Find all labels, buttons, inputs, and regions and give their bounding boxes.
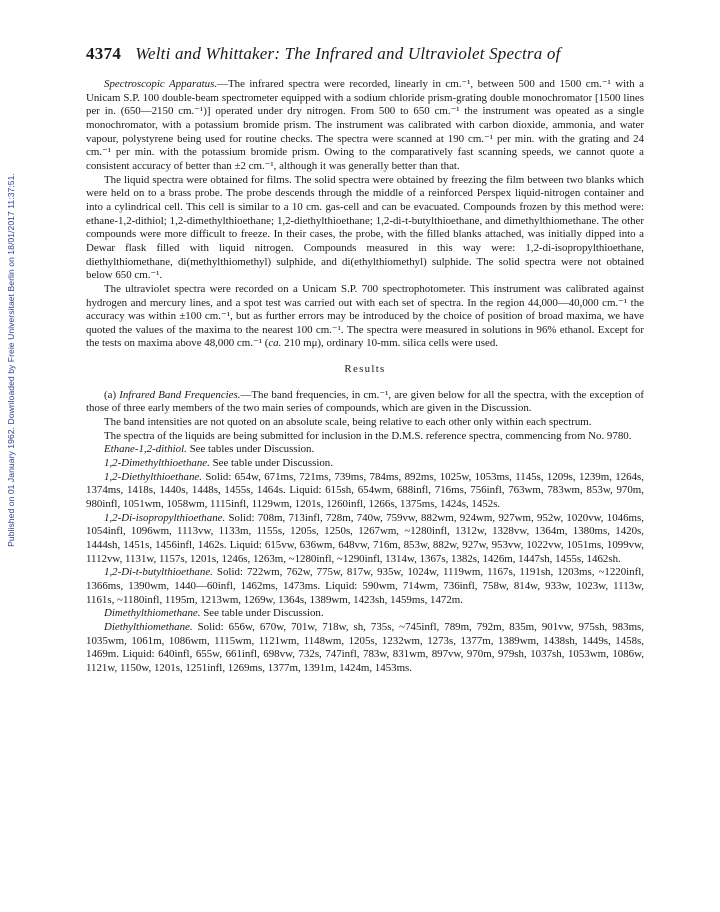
results-intro-label: (a) bbox=[104, 388, 120, 401]
compound-name: Dimethylthiomethane. bbox=[104, 607, 201, 620]
compound-name: 1,2-Di-isopropylthioethane. bbox=[104, 511, 226, 524]
uv-circa: ca. bbox=[268, 337, 282, 350]
compound-entry bbox=[86, 512, 644, 567]
apparatus-heading: Spectroscopic Apparatus. bbox=[104, 78, 218, 90]
compound-name: 1,2-Diethylthioethane. bbox=[104, 470, 202, 483]
compound-entry bbox=[104, 607, 644, 621]
compound-name: 1,2-Dimethylthioethane. bbox=[104, 457, 210, 470]
compound-entry bbox=[104, 457, 644, 471]
results-heading: Results bbox=[344, 363, 386, 376]
uv-text-b: 210 mμ), ordinary 10-mm. silica cells were used. bbox=[281, 337, 498, 350]
compound-entry bbox=[86, 566, 644, 607]
compound-data: See table under Discussion. bbox=[209, 457, 333, 470]
compound-data: Solid: 654w, 671ms, 721ms, 739ms, 784ms, 892ms, 1025w, 1053ms, 1145s, 1209s, 1239m, 1264s, 1374ms, 1418s, 1440s, 1448s, 1455s, 1464s. Liquid: 615sh, 654wm, 688infl, 716ms, 756infl, 763wm, 783wm, 853w, 970m, 980infl, 1051wm, 1058wm, 1115infl, 1129wm, 1201s, 1260infl, 1266s, 1375ms, 1424s, 1452s. bbox=[86, 470, 644, 511]
compound-name: Ethane-1,2-dithiol. bbox=[104, 443, 187, 456]
ultraviolet-paragraph bbox=[86, 283, 644, 351]
page-header bbox=[86, 44, 646, 64]
publication-sidebar-note bbox=[4, 150, 18, 570]
apparatus-paragraph bbox=[86, 78, 644, 174]
page-number: 4374 bbox=[86, 44, 122, 63]
publication-note-text: Published on 01 January 1962. Downloaded by Freie Universitaet Berlin on 18/01/2017 11:37:51. bbox=[6, 173, 17, 547]
compound-entry bbox=[86, 621, 644, 676]
sample-method-paragraph: The liquid spectra were obtained for films. The solid spectra were obtained by freezing the film between two blanks which were held on to a brass probe. The probe descends through the middle of a reinforced Perspex liquid-nitrogen container and into a cylindrical cell. This cell is similar to a 10 cm. gas-cell and can be evacuated. Compounds frozen by this method were: ethane-1,2-dithiol; 1,2-dimethylthioethane; 1,2-diethylthioethane; 1,2-di-t-butylthioethane, and dimethylthiomethane. The other compounds were more difficult to freeze. In their cases, the probe, with the filled blanks attached, was initially dipped into a Dewar flask filled with liquid nitrogen. Compounds measured in this way were: 1,2-di-isopropylthioethane, diethylthiomethane, di(methylthiomethyl) sulphide, and di(ethylthiomethyl) sulphide. The solid spectra were not obtained below 650 cm.⁻¹. bbox=[86, 173, 644, 282]
results-intro-heading: Infrared Band Frequencies. bbox=[119, 388, 241, 401]
compound-entry bbox=[104, 443, 644, 457]
uv-text-a: The ultraviolet spectra were recorded on a Unicam S.P. 700 spectrophotometer. This instrument was calibrated against hydrogen and mercury lines, and a spot test was carried out with each set of spectra. In the region 44,000—40,000 cm.⁻¹ the accuracy was within ±100 cm.⁻¹, but as further errors may be introduced by the choice of position of broad maxima, we have quoted the values of the maxima to the nearest 100 cm.⁻¹. The spectra were measured in solutions in 96% ethanol. Except for the tests on maxima above 48,000 cm.⁻¹ ( bbox=[86, 282, 644, 350]
compound-name: Diethylthiomethane. bbox=[104, 620, 193, 633]
compound-data: See tables under Discussion. bbox=[186, 443, 315, 456]
compound-data: See table under Discussion. bbox=[200, 607, 324, 620]
apparatus-text: —The infrared spectra were recorded, linearly in cm.⁻¹, between 500 and 1500 cm.⁻¹ with a Unicam S.P. 100 double-beam spectrometer equipped with a sodium chloride prism-grating double monochromator [1500 lines per in. (650—2150 cm.⁻¹)] operated under dry nitrogen. From 500 to 650 cm.⁻¹ the instrument was opeated as a single monochromator, with a potassium bromide prism. The instrument was calibrated with carbon dioxide, ammonia, and water vapour, polystyrene being used for routine checks. The spectra were scanned at 190 cm.⁻¹ per min. with the grating and 24 cm.⁻¹ per min. with the potassium bromide prism. Owing to the comparatively fast scanning speeds, we cannot quote a consistent accuracy of better than ±2 cm.⁻¹, although it was generally better than that. bbox=[86, 78, 644, 172]
article-body bbox=[86, 78, 644, 676]
compound-data: Solid: 708m, 713infl, 728m, 740w, 759vw, 882wm, 924wm, 927wm, 952w, 1020vw, 1046ms, 1054infl, 1096wm, 1113vw, 1133m, 1155s, 1205s, 1250s, 1267wm, ~1280infl, 1312w, 1328vw, 1364m, 1380ms, 1420s, 1444sh, 1451s, 1456infl, 1462s. Liquid: 615vw, 636wm, 648vw, 716m, 853w, 882w, 927w, 953vw, 1022vw, 1051ms, 1099vw, 1112vw, 1131w, 1157s, 1201s, 1246s, 1263m, ~1280infl, ~1290infl, 1314w, 1367s, 1382s, 1426m, 1447sh, 1455s, 1462sh. bbox=[86, 511, 644, 565]
compound-name: 1,2-Di-t-butylthioethane. bbox=[104, 566, 213, 579]
compound-data: Solid: 656w, 670w, 701w, 718w, sh, 735s, ~745infl, 789m, 792m, 835m, 901vw, 975sh, 983ms, 1035wm, 1061m, 1086wm, 1115wm, 1121wm, 1148wm, 1205s, 1232wm, 1273s, 1377m, 1389wm, 1438sh, 1449s, 1458s, 1469m. Liquid: 640infl, 655w, 661infl, 698vw, 732s, 747infl, 783w, 831wm, 897vw, 970m, 979sh, 1037sh, 1053wm, 1086w, 1121w, 1150w, 1201s, 1251infl, 1269ms, 1377m, 1391m, 1424m, 1453ms. bbox=[86, 620, 644, 674]
compound-data: Solid: 722wm, 762w, 775w, 817w, 935w, 1024w, 1119wm, 1167s, 1191sh, 1203ms, ~1220infl, 1366ms, 1390wm, 1440—60infl, 1462ms, 1473ms. Liquid: 590wm, 714wm, 736infl, 758w, 814w, 933w, 1023w, 1113w, 1161s, ~1180infl, 1195m, 1213wm, 1269w, 1364s, 1389wm, 1423sh, 1459ms, 1472m. bbox=[86, 566, 644, 606]
results-intro-text: —The band frequencies, in cm.⁻¹, are given below for all the spectra, with the exception of those of three early members of the two main series of compounds, which are given in the Discussion. bbox=[86, 388, 644, 415]
results-intro-paragraph bbox=[86, 389, 644, 416]
intensity-paragraph: The band intensities are not quoted on an absolute scale, being relative to each other only within each spectrum. bbox=[104, 416, 592, 429]
compound-entry bbox=[86, 471, 644, 512]
running-title: Welti and Whittaker: The Infrared and Ultraviolet Spectra of bbox=[135, 44, 561, 63]
reference-spectra-paragraph: The spectra of the liquids are being submitted for inclusion in the D.M.S. reference spectra, commencing from No. 9780. bbox=[104, 429, 632, 442]
